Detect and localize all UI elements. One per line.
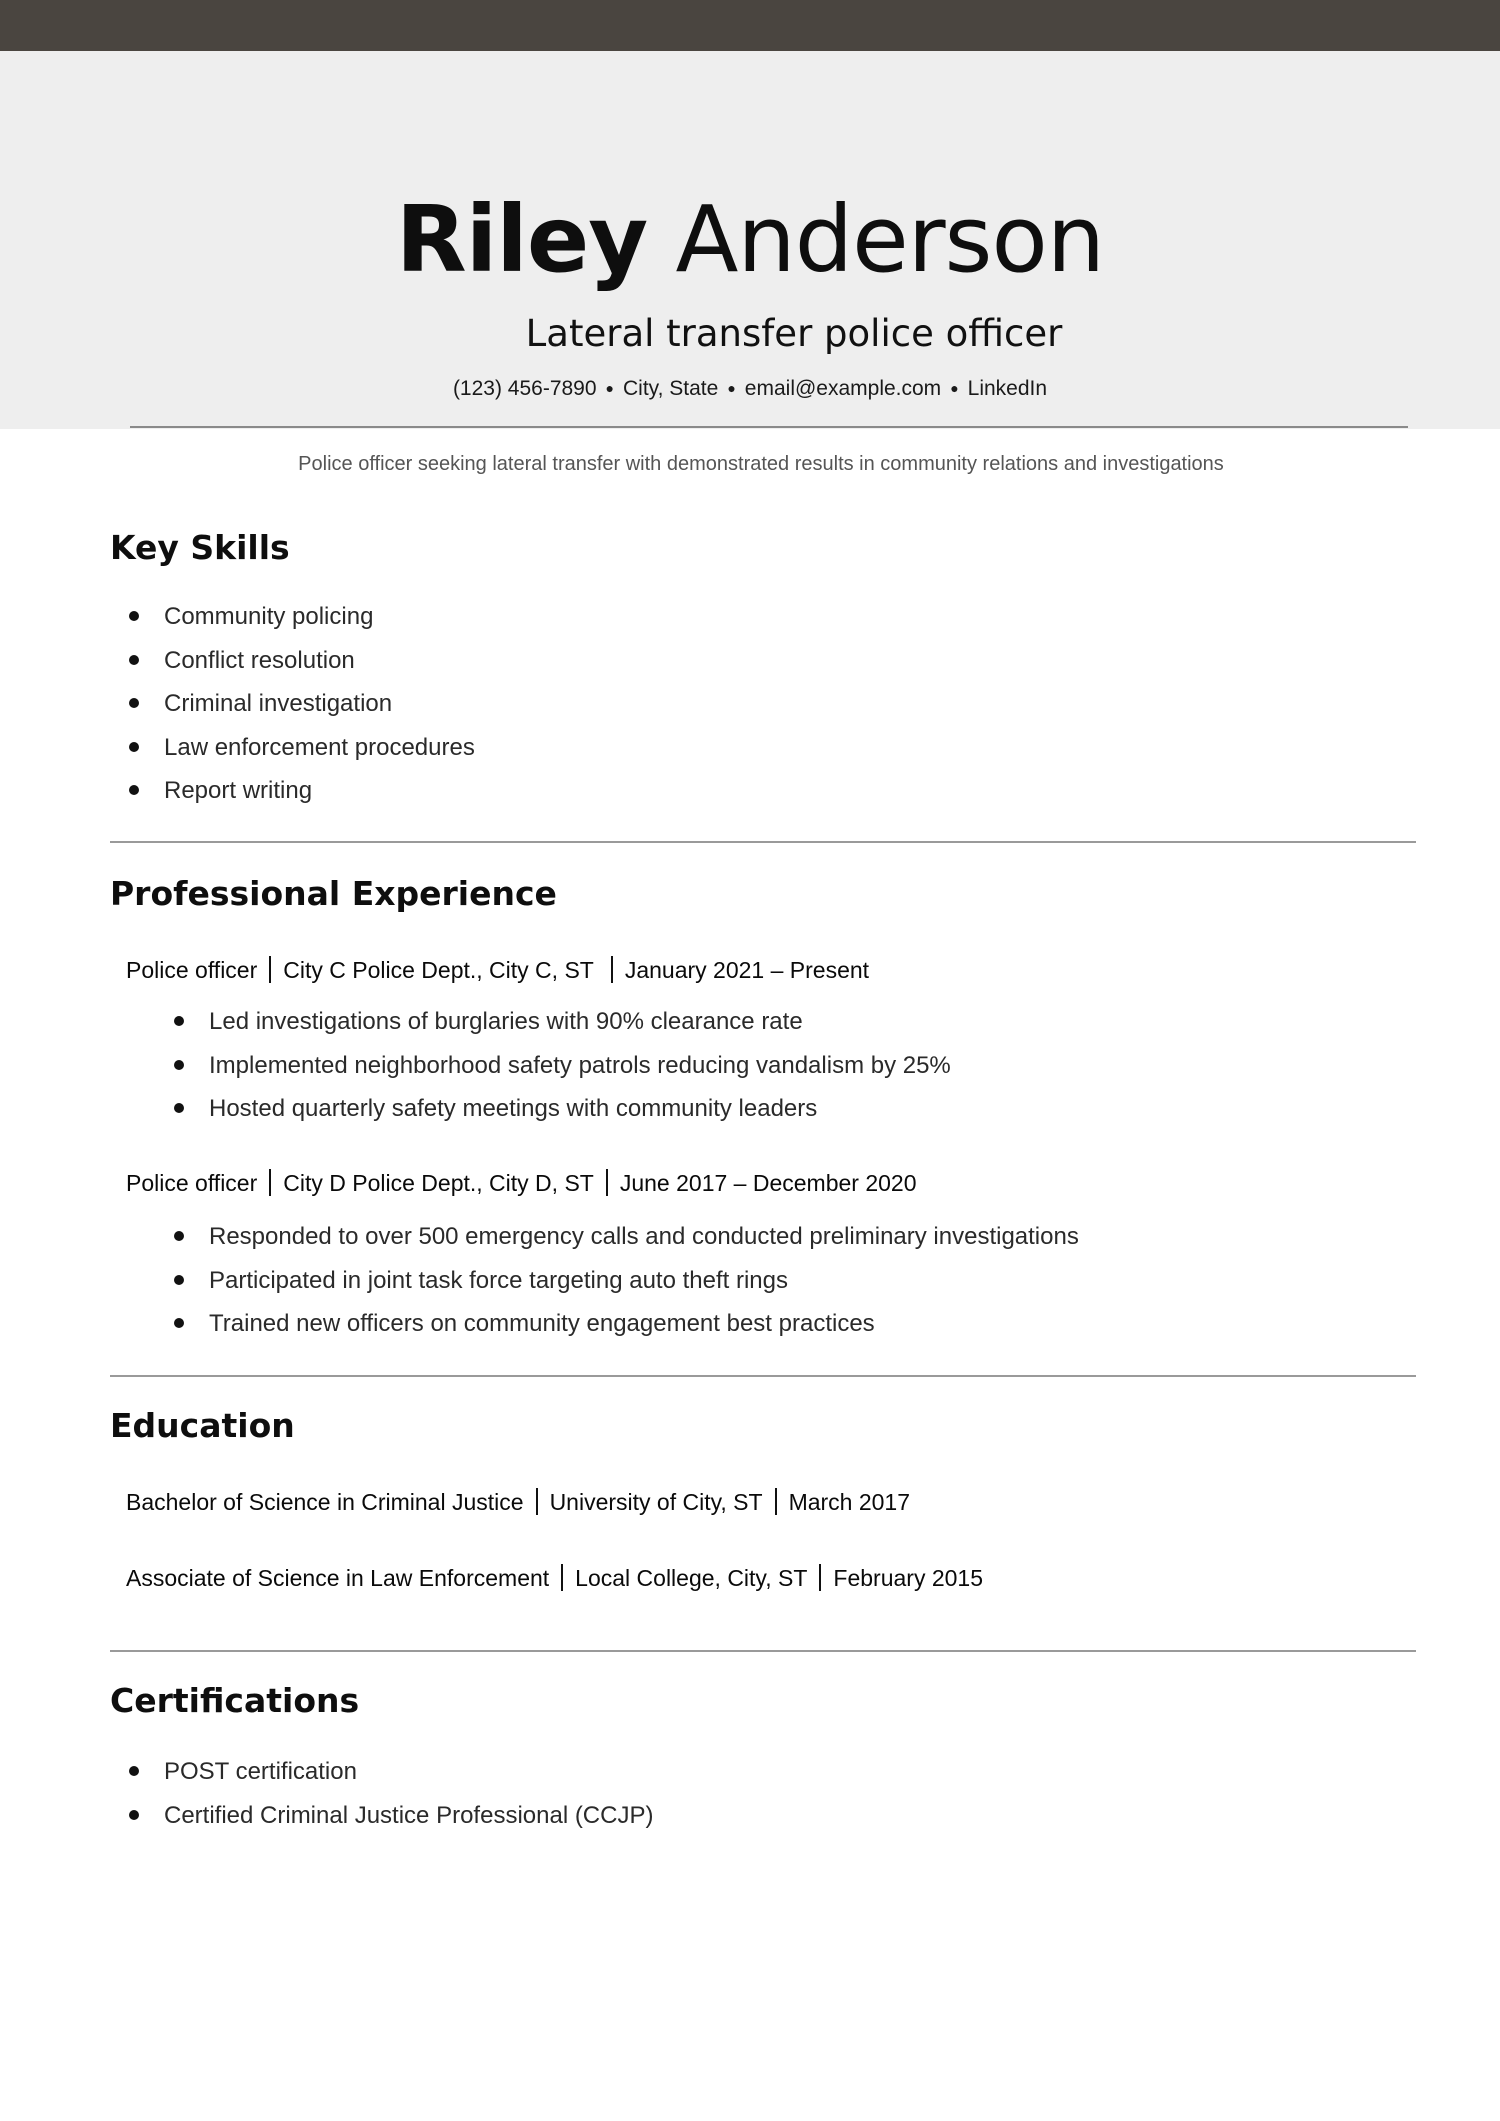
certifications-list — [129, 1750, 653, 1837]
job-title: Lateral transfer police officer — [525, 312, 1063, 355]
separator-bar — [775, 1488, 777, 1515]
list-item: Led investigations of burglaries with 90% clearance rate — [174, 1000, 951, 1044]
list-item: Law enforcement procedures — [129, 726, 475, 770]
list-item: POST certification — [129, 1750, 653, 1794]
last-name: Anderson — [675, 186, 1105, 293]
location: City, State — [623, 377, 719, 400]
skills-list — [129, 595, 475, 813]
school: University of City, ST — [549, 1489, 763, 1515]
separator-dot-icon: ● — [605, 380, 615, 396]
list-item: Implemented neighborhood safety patrols reducing vandalism by 25% — [174, 1044, 951, 1088]
job-role: Police officer — [126, 957, 258, 983]
edu-date: February 2015 — [833, 1565, 983, 1591]
experience-heading: Professional Experience — [110, 874, 557, 913]
job-dates: January 2021 – Present — [624, 957, 870, 983]
degree: Bachelor of Science in Criminal Justice — [126, 1489, 524, 1515]
list-item: Criminal investigation — [129, 682, 475, 726]
job-org: City C Police Dept., City C, ST — [283, 957, 594, 983]
separator-bar — [611, 956, 613, 983]
list-item: Responded to over 500 emergency calls and conducted preliminary investigations — [174, 1215, 1079, 1259]
job-header — [126, 1168, 917, 1198]
school: Local College, City, ST — [575, 1565, 808, 1591]
summary: Police officer seeking lateral transfer with demonstrated results in community relations and investigations — [298, 453, 1224, 475]
email-link[interactable]: email@example.com — [744, 377, 942, 400]
education-entry — [126, 1563, 983, 1593]
list-item: Participated in joint task force targeting auto theft rings — [174, 1259, 1079, 1303]
candidate-name — [0, 186, 1500, 293]
separator-dot-icon: ● — [727, 380, 736, 396]
job-header — [126, 955, 869, 985]
job-dates: June 2017 – December 2020 — [619, 1170, 917, 1196]
education-entry — [126, 1487, 910, 1517]
edu-date: March 2017 — [788, 1489, 911, 1515]
separator-bar — [536, 1488, 538, 1515]
list-item: Community policing — [129, 595, 475, 639]
separator-bar — [561, 1564, 563, 1591]
contact-line — [0, 374, 1500, 403]
separator-bar — [606, 1169, 608, 1196]
job-org: City D Police Dept., City D, ST — [283, 1170, 594, 1196]
list-item: Certified Criminal Justice Professional (CCJP) — [129, 1794, 653, 1838]
certifications-heading: Certifications — [110, 1681, 360, 1720]
first-name: Riley — [395, 186, 648, 293]
top-color-bar — [0, 0, 1500, 51]
separator-dot-icon: ● — [950, 380, 959, 396]
list-item: Report writing — [129, 769, 475, 813]
job-role: Police officer — [126, 1170, 258, 1196]
degree: Associate of Science in Law Enforcement — [126, 1565, 550, 1591]
section-divider — [110, 1375, 1416, 1377]
list-item: Hosted quarterly safety meetings with community leaders — [174, 1087, 951, 1131]
list-item: Trained new officers on community engagement best practices — [174, 1302, 1079, 1346]
list-item: Conflict resolution — [129, 639, 475, 683]
separator-bar — [819, 1564, 821, 1591]
skills-heading: Key Skills — [110, 528, 290, 567]
separator-bar — [269, 1169, 271, 1196]
job-bullets — [174, 1215, 1079, 1346]
section-divider — [110, 841, 1416, 843]
header-divider — [130, 426, 1408, 428]
separator-bar — [269, 956, 271, 983]
phone: (123) 456-7890 — [452, 377, 597, 400]
linkedin-link[interactable]: LinkedIn — [967, 377, 1048, 400]
education-heading: Education — [110, 1406, 295, 1445]
section-divider — [110, 1650, 1416, 1652]
job-bullets — [174, 1000, 951, 1131]
